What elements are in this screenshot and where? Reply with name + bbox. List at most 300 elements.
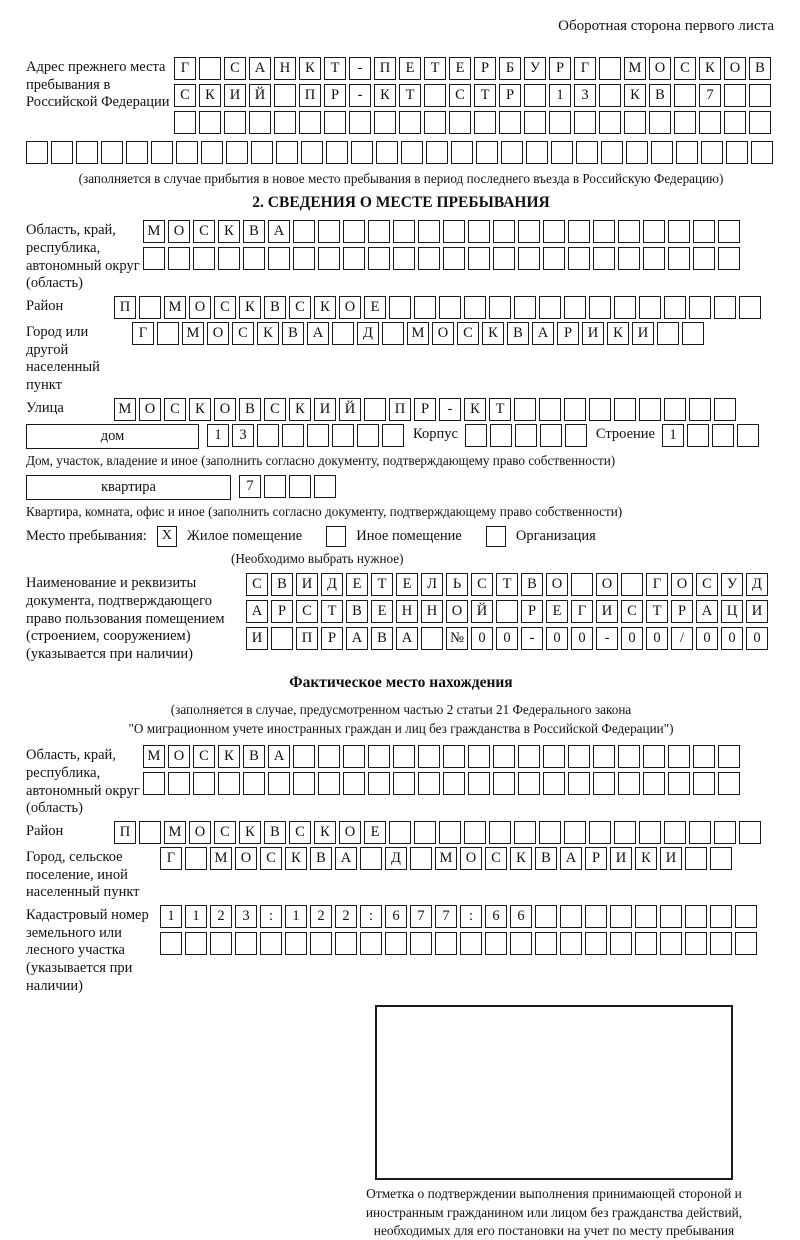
- char-cell: [332, 424, 354, 447]
- char-cell: [318, 745, 340, 768]
- char-cell: К: [482, 322, 504, 345]
- char-cell: [168, 247, 190, 270]
- char-cell: [274, 84, 296, 107]
- inoe-label: Иное помещение: [356, 527, 462, 544]
- char-cell: [268, 247, 290, 270]
- oblast-row-1: [143, 220, 743, 243]
- char-cell: [360, 847, 382, 870]
- char-cell: К: [510, 847, 532, 870]
- char-cell: [439, 821, 461, 844]
- fact-oblast-row-1: [143, 745, 743, 768]
- char-cell: [718, 772, 740, 795]
- char-cell: [635, 932, 657, 955]
- char-cell: 7: [435, 905, 457, 928]
- char-cell: [714, 296, 736, 319]
- char-cell: С: [471, 573, 493, 596]
- char-cell: [139, 296, 161, 319]
- char-cell: [676, 141, 698, 164]
- char-cell: Р: [324, 84, 346, 107]
- char-cell: Р: [521, 600, 543, 623]
- char-cell: С: [214, 821, 236, 844]
- char-cell: [560, 905, 582, 928]
- char-cell: [418, 745, 440, 768]
- char-cell: [564, 821, 586, 844]
- char-cell: [376, 141, 398, 164]
- char-cell: [589, 296, 611, 319]
- char-cell: Р: [414, 398, 436, 421]
- char-cell: [364, 398, 386, 421]
- char-cell: [599, 57, 621, 80]
- char-cell: [151, 141, 173, 164]
- char-cell: [710, 932, 732, 955]
- char-cell: О: [207, 322, 229, 345]
- char-cell: :: [360, 905, 382, 928]
- char-cell: №: [446, 627, 468, 650]
- char-cell: М: [210, 847, 232, 870]
- gorod-row: [132, 322, 707, 345]
- ulitsa-block: [26, 398, 776, 421]
- char-cell: [593, 772, 615, 795]
- prev-address-rows: [174, 57, 774, 138]
- char-cell: [271, 627, 293, 650]
- char-cell: [614, 821, 636, 844]
- zhiloe-label: Жилое помещение: [186, 527, 303, 544]
- char-cell: [701, 141, 723, 164]
- char-cell: С: [260, 847, 282, 870]
- char-cell: [549, 111, 571, 134]
- char-cell: В: [310, 847, 332, 870]
- fact-caption-2: "О миграционном учете иностранных граждан и лиц без гражданства в Российской Федерации"): [128, 721, 674, 737]
- char-cell: [368, 772, 390, 795]
- rayon-label: Район: [26, 297, 64, 314]
- char-cell: [476, 141, 498, 164]
- char-cell: [176, 141, 198, 164]
- char-cell: М: [164, 296, 186, 319]
- stamp-box: [375, 1005, 733, 1180]
- char-cell: Г: [574, 57, 596, 80]
- fact-title: Фактическое место нахождения: [289, 673, 513, 691]
- char-cell: [439, 296, 461, 319]
- char-cell: [664, 296, 686, 319]
- char-cell: [718, 247, 740, 270]
- char-cell: О: [649, 57, 671, 80]
- char-cell: 2: [335, 905, 357, 928]
- char-cell: [643, 772, 665, 795]
- char-cell: [687, 424, 709, 447]
- prev-address-row-3: [174, 111, 774, 134]
- char-cell: Д: [321, 573, 343, 596]
- char-cell: :: [260, 905, 282, 928]
- char-cell: [185, 847, 207, 870]
- char-cell: [421, 627, 443, 650]
- char-cell: К: [189, 398, 211, 421]
- gorod-label: Город или другой населенный пункт: [26, 323, 100, 393]
- char-cell: [289, 475, 311, 498]
- fact-oblast-block: [26, 745, 776, 818]
- char-cell: [660, 905, 682, 928]
- char-cell: [260, 932, 282, 955]
- char-cell: [499, 111, 521, 134]
- char-cell: Д: [357, 322, 379, 345]
- oblast-block: [26, 220, 776, 293]
- char-cell: -: [349, 57, 371, 80]
- fact-gorod-block: [26, 847, 776, 902]
- char-cell: [668, 772, 690, 795]
- char-cell: О: [432, 322, 454, 345]
- char-cell: А: [696, 600, 718, 623]
- kadastr-label: Кадастровый номер земельного или лесного участка (указывается при наличии): [26, 906, 149, 994]
- char-cell: В: [282, 322, 304, 345]
- char-cell: О: [671, 573, 693, 596]
- char-cell: [199, 111, 221, 134]
- char-cell: [668, 247, 690, 270]
- char-cell: Т: [321, 600, 343, 623]
- char-cell: [564, 398, 586, 421]
- char-cell: [139, 821, 161, 844]
- char-cell: И: [632, 322, 654, 345]
- char-cell: [501, 141, 523, 164]
- char-cell: [589, 821, 611, 844]
- char-cell: Т: [399, 84, 421, 107]
- char-cell: 0: [746, 627, 768, 650]
- char-cell: [685, 847, 707, 870]
- char-cell: П: [114, 296, 136, 319]
- char-cell: [674, 84, 696, 107]
- oblast-row-2: [143, 247, 743, 270]
- char-cell: [51, 141, 73, 164]
- char-cell: Е: [399, 57, 421, 80]
- char-cell: 7: [699, 84, 721, 107]
- char-cell: [751, 141, 773, 164]
- char-cell: О: [596, 573, 618, 596]
- char-cell: А: [560, 847, 582, 870]
- char-cell: 0: [496, 627, 518, 650]
- char-cell: 7: [239, 475, 261, 498]
- char-cell: [737, 424, 759, 447]
- char-cell: С: [174, 84, 196, 107]
- char-cell: [639, 821, 661, 844]
- char-cell: [385, 932, 407, 955]
- char-cell: [168, 772, 190, 795]
- char-cell: [589, 398, 611, 421]
- rayon-block: [26, 296, 776, 319]
- char-cell: [474, 111, 496, 134]
- char-cell: К: [607, 322, 629, 345]
- kvartira-cells: [239, 475, 339, 498]
- char-cell: [210, 932, 232, 955]
- char-cell: [568, 772, 590, 795]
- fact-caption-1: (заполняется в случае, предусмотренном частью 2 статьи 21 Федерального закона: [170, 701, 632, 717]
- char-cell: [101, 141, 123, 164]
- char-cell: [335, 932, 357, 955]
- char-cell: [693, 247, 715, 270]
- doc-row-2: [246, 600, 771, 623]
- char-cell: Н: [274, 57, 296, 80]
- char-cell: И: [224, 84, 246, 107]
- char-cell: М: [182, 322, 204, 345]
- char-cell: [418, 247, 440, 270]
- char-cell: [465, 424, 487, 447]
- char-cell: [639, 398, 661, 421]
- stroenie-label: Строение: [595, 425, 655, 442]
- kvartira-row: [26, 475, 776, 500]
- char-cell: С: [232, 322, 254, 345]
- char-cell: [739, 296, 761, 319]
- char-cell: С: [457, 322, 479, 345]
- char-cell: /: [671, 627, 693, 650]
- char-cell: 2: [210, 905, 232, 928]
- char-cell: [543, 247, 565, 270]
- char-cell: 1: [662, 424, 684, 447]
- char-cell: 3: [574, 84, 596, 107]
- char-cell: Л: [421, 573, 443, 596]
- char-cell: И: [246, 627, 268, 650]
- char-cell: -: [521, 627, 543, 650]
- char-cell: [424, 84, 446, 107]
- char-cell: [264, 475, 286, 498]
- fact-rayon-block: [26, 821, 776, 844]
- char-cell: В: [271, 573, 293, 596]
- dom-caption: Дом, участок, владение и иное (заполнить согласно документу, подтверждающему право собственности): [26, 452, 616, 468]
- char-cell: [393, 772, 415, 795]
- stroenie-cells: [662, 424, 762, 447]
- organizatsiya-label: Организация: [515, 527, 596, 544]
- char-cell: [426, 141, 448, 164]
- char-cell: [443, 220, 465, 243]
- char-cell: [710, 905, 732, 928]
- char-cell: 7: [410, 905, 432, 928]
- char-cell: [493, 745, 515, 768]
- char-cell: [243, 247, 265, 270]
- char-cell: [535, 932, 557, 955]
- char-cell: В: [264, 296, 286, 319]
- char-cell: 1: [285, 905, 307, 928]
- char-cell: [689, 296, 711, 319]
- char-cell: Д: [746, 573, 768, 596]
- char-cell: [410, 932, 432, 955]
- char-cell: 0: [546, 627, 568, 650]
- char-cell: О: [189, 296, 211, 319]
- doc-block: [26, 573, 776, 663]
- char-cell: Н: [421, 600, 443, 623]
- ulitsa-label: Улица: [26, 399, 64, 416]
- kvartira-caption: Квартира, комната, офис и иное (заполнить согласно документу, подтверждающему право собственности): [26, 503, 623, 519]
- char-cell: [343, 247, 365, 270]
- char-cell: [493, 247, 515, 270]
- char-cell: М: [143, 220, 165, 243]
- char-cell: [143, 772, 165, 795]
- char-cell: Р: [585, 847, 607, 870]
- char-cell: К: [314, 296, 336, 319]
- prev-address-row-1: [174, 57, 774, 80]
- char-cell: 0: [721, 627, 743, 650]
- char-cell: М: [407, 322, 429, 345]
- char-cell: [193, 772, 215, 795]
- char-cell: Ь: [446, 573, 468, 596]
- char-cell: К: [289, 398, 311, 421]
- char-cell: [543, 745, 565, 768]
- char-cell: [571, 573, 593, 596]
- char-cell: [318, 220, 340, 243]
- char-cell: [543, 772, 565, 795]
- char-cell: [518, 745, 540, 768]
- char-cell: С: [289, 296, 311, 319]
- char-cell: [199, 57, 221, 80]
- char-cell: В: [346, 600, 368, 623]
- char-cell: [718, 745, 740, 768]
- char-cell: [218, 247, 240, 270]
- char-cell: Т: [424, 57, 446, 80]
- char-cell: [515, 424, 537, 447]
- char-cell: [493, 220, 515, 243]
- char-cell: С: [674, 57, 696, 80]
- char-cell: 3: [232, 424, 254, 447]
- char-cell: В: [521, 573, 543, 596]
- char-cell: 6: [510, 905, 532, 928]
- char-cell: [343, 772, 365, 795]
- char-cell: Г: [132, 322, 154, 345]
- char-cell: [576, 141, 598, 164]
- char-cell: [224, 111, 246, 134]
- char-cell: [318, 247, 340, 270]
- char-cell: [585, 905, 607, 928]
- char-cell: [389, 296, 411, 319]
- char-cell: Р: [321, 627, 343, 650]
- char-cell: Б: [499, 57, 521, 80]
- char-cell: [201, 141, 223, 164]
- char-cell: 0: [571, 627, 593, 650]
- char-cell: [624, 111, 646, 134]
- char-cell: [718, 220, 740, 243]
- char-cell: [382, 424, 404, 447]
- char-cell: [496, 600, 518, 623]
- char-cell: [468, 772, 490, 795]
- char-cell: И: [582, 322, 604, 345]
- checkbox-zhiloe: X: [157, 526, 177, 547]
- char-cell: Е: [346, 573, 368, 596]
- char-cell: [651, 141, 673, 164]
- char-cell: В: [264, 821, 286, 844]
- char-cell: У: [721, 573, 743, 596]
- char-cell: [249, 111, 271, 134]
- char-cell: С: [214, 296, 236, 319]
- char-cell: [674, 111, 696, 134]
- char-cell: 0: [621, 627, 643, 650]
- char-cell: К: [239, 821, 261, 844]
- ulitsa-row: [114, 398, 739, 421]
- fact-gorod-label: Город, сельское поселение, иной населенный пункт: [26, 848, 140, 901]
- char-cell: [735, 932, 757, 955]
- char-cell: 0: [696, 627, 718, 650]
- char-cell: [399, 111, 421, 134]
- char-cell: [76, 141, 98, 164]
- char-cell: [749, 84, 771, 107]
- char-cell: К: [374, 84, 396, 107]
- char-cell: [693, 220, 715, 243]
- header-note: Оборотная сторона первого листа: [558, 18, 774, 34]
- char-cell: [349, 111, 371, 134]
- char-cell: [293, 247, 315, 270]
- char-cell: Р: [474, 57, 496, 80]
- char-cell: [389, 821, 411, 844]
- char-cell: [276, 141, 298, 164]
- char-cell: [539, 821, 561, 844]
- char-cell: [251, 141, 273, 164]
- char-cell: :: [460, 905, 482, 928]
- korpus-cells: [465, 424, 590, 447]
- char-cell: [274, 111, 296, 134]
- char-cell: [443, 745, 465, 768]
- char-cell: В: [749, 57, 771, 80]
- char-cell: К: [699, 57, 721, 80]
- char-cell: О: [446, 600, 468, 623]
- mesto-row: [26, 526, 776, 547]
- stamp-area: [354, 1005, 754, 1239]
- char-cell: [143, 247, 165, 270]
- char-cell: [518, 247, 540, 270]
- char-cell: [568, 220, 590, 243]
- char-cell: О: [546, 573, 568, 596]
- char-cell: Т: [371, 573, 393, 596]
- char-cell: [464, 296, 486, 319]
- char-cell: [414, 296, 436, 319]
- char-cell: В: [243, 745, 265, 768]
- char-cell: [539, 398, 561, 421]
- char-cell: С: [193, 220, 215, 243]
- char-cell: [357, 424, 379, 447]
- char-cell: [449, 111, 471, 134]
- char-cell: С: [246, 573, 268, 596]
- char-cell: [160, 932, 182, 955]
- char-cell: О: [339, 296, 361, 319]
- char-cell: П: [389, 398, 411, 421]
- char-cell: [643, 220, 665, 243]
- char-cell: -: [596, 627, 618, 650]
- kadastr-rows: [160, 905, 760, 959]
- char-cell: [382, 322, 404, 345]
- char-cell: М: [114, 398, 136, 421]
- char-cell: [689, 398, 711, 421]
- char-cell: О: [168, 220, 190, 243]
- char-cell: [626, 141, 648, 164]
- korpus-label: Корпус: [413, 425, 458, 442]
- char-cell: [374, 111, 396, 134]
- char-cell: [393, 745, 415, 768]
- char-cell: [643, 745, 665, 768]
- char-cell: Е: [371, 600, 393, 623]
- char-cell: [539, 296, 561, 319]
- char-cell: В: [535, 847, 557, 870]
- char-cell: [540, 424, 562, 447]
- char-cell: [218, 772, 240, 795]
- checkbox-organizatsiya: [486, 526, 506, 547]
- char-cell: 1: [185, 905, 207, 928]
- char-cell: [693, 745, 715, 768]
- fact-rayon-row: [114, 821, 764, 844]
- char-cell: Р: [499, 84, 521, 107]
- prev-address-block: [26, 57, 776, 138]
- char-cell: [574, 111, 596, 134]
- char-cell: [599, 84, 621, 107]
- char-cell: [299, 111, 321, 134]
- char-cell: М: [164, 821, 186, 844]
- char-cell: [324, 111, 346, 134]
- dom-cells: [207, 424, 407, 447]
- char-cell: [712, 424, 734, 447]
- prev-address-row-4: [26, 141, 776, 164]
- oblast-rows: [143, 220, 743, 274]
- char-cell: 1: [160, 905, 182, 928]
